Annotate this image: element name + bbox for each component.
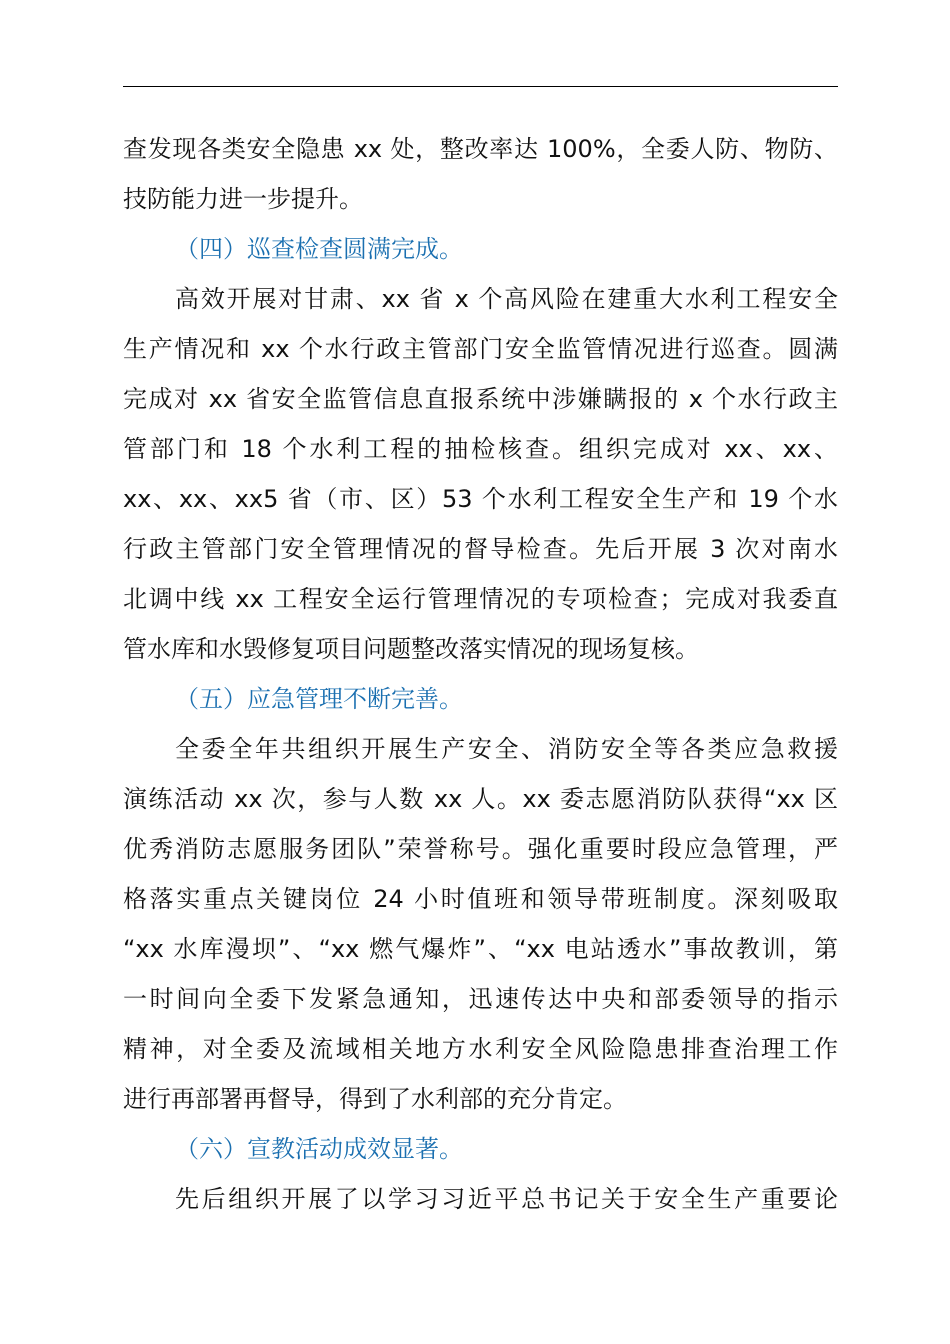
header-rule <box>123 86 838 87</box>
text-line: 先后组织开展了以学习习近平总书记关于安全生产重要论 <box>175 1185 838 1213</box>
section-heading-4: （四）巡查检查圆满完成。 <box>175 235 463 263</box>
text-line: 精神，对全委及流域相关地方水利安全风险隐患排查治理工作 <box>123 1035 838 1063</box>
text-line: 生产情况和 xx 个水行政主管部门安全监管情况进行巡查。圆满 <box>123 335 838 363</box>
text-line: 管部门和 18 个水利工程的抽检核查。组织完成对 xx、xx、 <box>123 435 838 463</box>
section-heading-5: （五）应急管理不断完善。 <box>175 685 463 713</box>
text-line: xx、xx、xx5 省（市、区）53 个水利工程安全生产和 19 个水 <box>123 485 838 513</box>
section-heading-6: （六）宣教活动成效显著。 <box>175 1135 463 1163</box>
text-line: 完成对 xx 省安全监管信息直报系统中涉嫌瞒报的 x 个水行政主 <box>123 385 838 413</box>
text-line: 北调中线 xx 工程安全运行管理情况的专项检查；完成对我委直 <box>123 585 838 613</box>
text-line: 进行再部署再督导，得到了水利部的充分肯定。 <box>123 1085 627 1113</box>
text-line: 查发现各类安全隐患 xx 处，整改率达 100%，全委人防、物防、 <box>123 135 838 163</box>
text-line: 管水库和水毁修复项目问题整改落实情况的现场复核。 <box>123 635 699 663</box>
text-line: 演练活动 xx 次，参与人数 xx 人。xx 委志愿消防队获得“xx 区 <box>123 785 838 813</box>
text-line: 技防能力进一步提升。 <box>123 185 363 213</box>
text-line: 一时间向全委下发紧急通知，迅速传达中央和部委领导的指示 <box>123 985 838 1013</box>
text-line: 格落实重点关键岗位 24 小时值班和领导带班制度。深刻吸取 <box>123 885 838 913</box>
text-line: 高效开展对甘肃、xx 省 x 个高风险在建重大水利工程安全 <box>175 285 838 313</box>
text-line: 行政主管部门安全管理情况的督导检查。先后开展 3 次对南水 <box>123 535 838 563</box>
text-line: 优秀消防志愿服务团队”荣誉称号。强化重要时段应急管理，严 <box>123 835 838 863</box>
text-line: 全委全年共组织开展生产安全、消防安全等各类应急救援 <box>175 735 838 763</box>
document-body <box>123 124 838 1224</box>
text-line: “xx 水库漫坝”、“xx 燃气爆炸”、“xx 电站透水”事故教训，第 <box>123 935 838 963</box>
